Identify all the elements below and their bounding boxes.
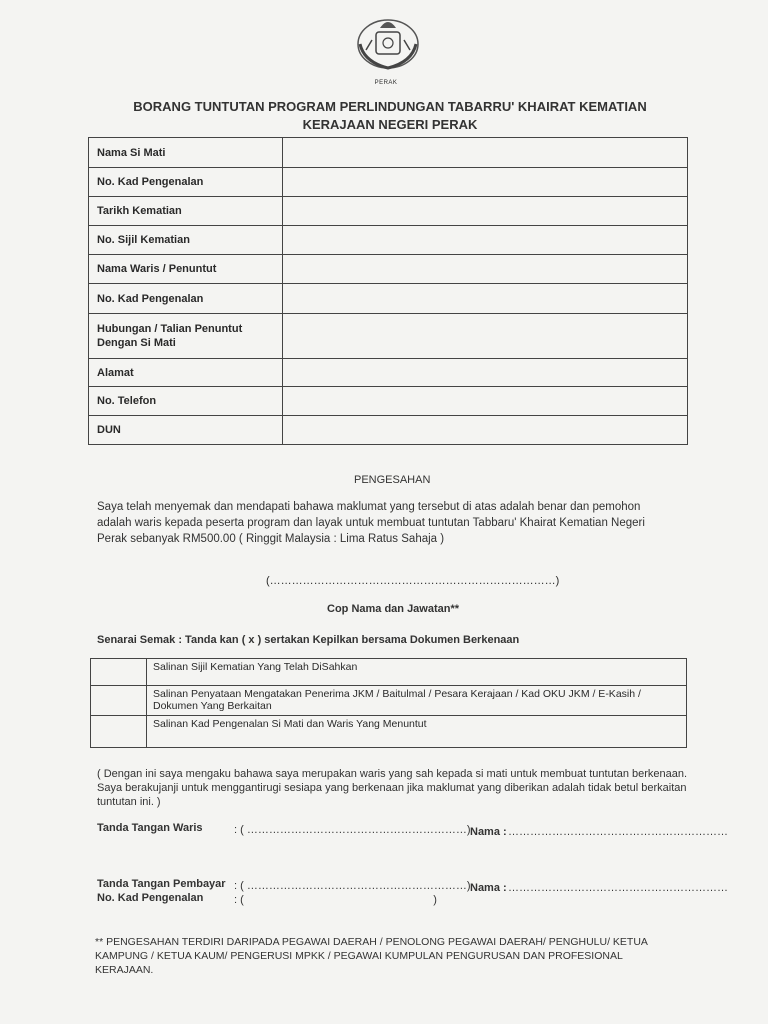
- pengesahan-line1: Saya telah menyemak dan mendapati bahawa maklumat yang tersebut di atas adalah benar dan pemohon: [97, 501, 641, 513]
- pembayar-ic-label: No. Kad Pengenalan: [97, 892, 204, 904]
- pembayar-ic-field[interactable]: : ( ): [234, 894, 437, 906]
- field-value-tarikh-kematian[interactable]: [283, 197, 688, 226]
- checklist-row: [91, 686, 687, 716]
- field-value-nama-si-mati[interactable]: [283, 138, 688, 168]
- form-row-sijil-kematian: [89, 226, 688, 255]
- checklist-item: [147, 686, 687, 716]
- field-label: Nama Si Mati: [89, 138, 283, 168]
- form-row-nama-si-mati: [89, 138, 688, 168]
- checklist-row: [91, 659, 687, 686]
- checklist-heading: Senarai Semak : Tanda kan ( x ) sertakan Kepilkan bersama Dokumen Berkenaan: [97, 634, 520, 646]
- field-label: Tarikh Kematian: [89, 197, 283, 226]
- field-value-ic-waris[interactable]: [283, 284, 688, 314]
- form-row-nama-waris: [89, 255, 688, 284]
- checklist-table: [90, 658, 687, 748]
- perak-crest-icon: [350, 10, 426, 72]
- form-row-ic-si-mati: [89, 168, 688, 197]
- field-label: Alamat: [89, 359, 283, 387]
- pembayar-nama-label: Nama :: [470, 882, 507, 894]
- waris-nama-label: Nama :: [470, 826, 507, 838]
- footnote-line1: ** PENGESAHAN TERDIRI DARIPADA PEGAWAI DAERAH / PENOLONG PEGAWAI DAERAH/ PENGHULU/ KETUA: [95, 936, 648, 948]
- waris-signature-field[interactable]: : ( ……………………………………………………): [234, 824, 471, 836]
- field-label: No. Kad Pengenalan: [89, 168, 283, 197]
- checklist-row: [91, 716, 687, 748]
- declaration-line3: tuntutan ini. ): [97, 796, 161, 808]
- waris-nama-field[interactable]: ……………………………………………………: [508, 826, 728, 838]
- field-value-dun[interactable]: [283, 416, 688, 445]
- footnote-line2: KAMPUNG / KETUA KAUM/ PENGERUSI MPKK / PEGAWAI KUMPULAN PENGURUSAN DAN PROFESIONAL: [95, 950, 623, 962]
- checklist-checkbox[interactable]: [91, 659, 147, 686]
- field-value-nama-waris[interactable]: [283, 255, 688, 284]
- form-row-telefon: [89, 387, 688, 416]
- field-value-hubungan[interactable]: [283, 314, 688, 359]
- pengesahan-line2: adalah waris kepada peserta program dan layak untuk membuat tuntutan Tabbaru' Khairat Kematian Negeri: [97, 517, 645, 529]
- crest-label: PERAK: [374, 80, 398, 86]
- field-label: DUN: [89, 416, 283, 445]
- field-value-telefon[interactable]: [283, 387, 688, 416]
- declaration-line1: ( Dengan ini saya mengaku bahawa saya merupakan waris yang sah kepada si mati untuk membuat tuntutan berkenaan.: [97, 768, 688, 780]
- checklist-checkbox[interactable]: [91, 716, 147, 748]
- waris-signature-label: Tanda Tangan Waris: [97, 822, 203, 834]
- form-row-alamat: [89, 359, 688, 387]
- checklist-item-line2: Dokumen Yang Berkaitan: [153, 700, 272, 712]
- field-label: No. Telefon: [89, 387, 283, 416]
- form-row-hubungan: [89, 314, 688, 359]
- verifier-signature-line[interactable]: (……………………………………………………………………): [266, 575, 560, 587]
- checklist-item: Salinan Sijil Kematian Yang Telah DiSahkan: [147, 659, 687, 686]
- pengesahan-heading: PENGESAHAN: [354, 474, 431, 486]
- field-label: No. Sijil Kematian: [89, 226, 283, 255]
- checklist-checkbox[interactable]: [91, 686, 147, 716]
- declaration-line2: Saya berakujanji untuk menggantirugi sesiapa yang berkenaan jika maklumat yang diberikan adalah tidak betul berkaitan: [97, 782, 687, 794]
- pembayar-signature-label: Tanda Tangan Pembayar: [97, 878, 226, 890]
- claim-form-table: [88, 137, 688, 445]
- cop-label: Cop Nama dan Jawatan**: [327, 603, 460, 615]
- field-label: Nama Waris / Penuntut: [89, 255, 283, 284]
- field-label-line1: Hubungan / Talian Penuntut: [97, 323, 243, 335]
- field-value-sijil-kematian[interactable]: [283, 226, 688, 255]
- pembayar-nama-field[interactable]: ……………………………………………………: [508, 882, 728, 894]
- form-row-tarikh-kematian: [89, 197, 688, 226]
- field-label: [89, 314, 283, 359]
- field-label-line2: Dengan Si Mati: [97, 337, 176, 349]
- form-row-ic-waris: [89, 284, 688, 314]
- field-value-alamat[interactable]: [283, 359, 688, 387]
- field-label: No. Kad Pengenalan: [89, 284, 283, 314]
- pembayar-signature-field[interactable]: : ( ……………………………………………………): [234, 880, 471, 892]
- form-subtitle: KERAJAAN NEGERI PERAK: [302, 117, 478, 132]
- footnote-line3: KERAJAAN.: [95, 964, 154, 976]
- form-row-dun: [89, 416, 688, 445]
- form-title: BORANG TUNTUTAN PROGRAM PERLINDUNGAN TABARRU' KHAIRAT KEMATIAN: [133, 99, 647, 114]
- pengesahan-line3: Perak sebanyak RM500.00 ( Ringgit Malaysia : Lima Ratus Sahaja ): [97, 533, 445, 545]
- checklist-item-line1: Salinan Penyataan Mengatakan Penerima JKM / Baitulmal / Pesara Kerajaan / Kad OKU JKM / E-Kasih /: [153, 688, 641, 700]
- field-value-ic-si-mati[interactable]: [283, 168, 688, 197]
- checklist-item: Salinan Kad Pengenalan Si Mati dan Waris Yang Menuntut: [147, 716, 687, 748]
